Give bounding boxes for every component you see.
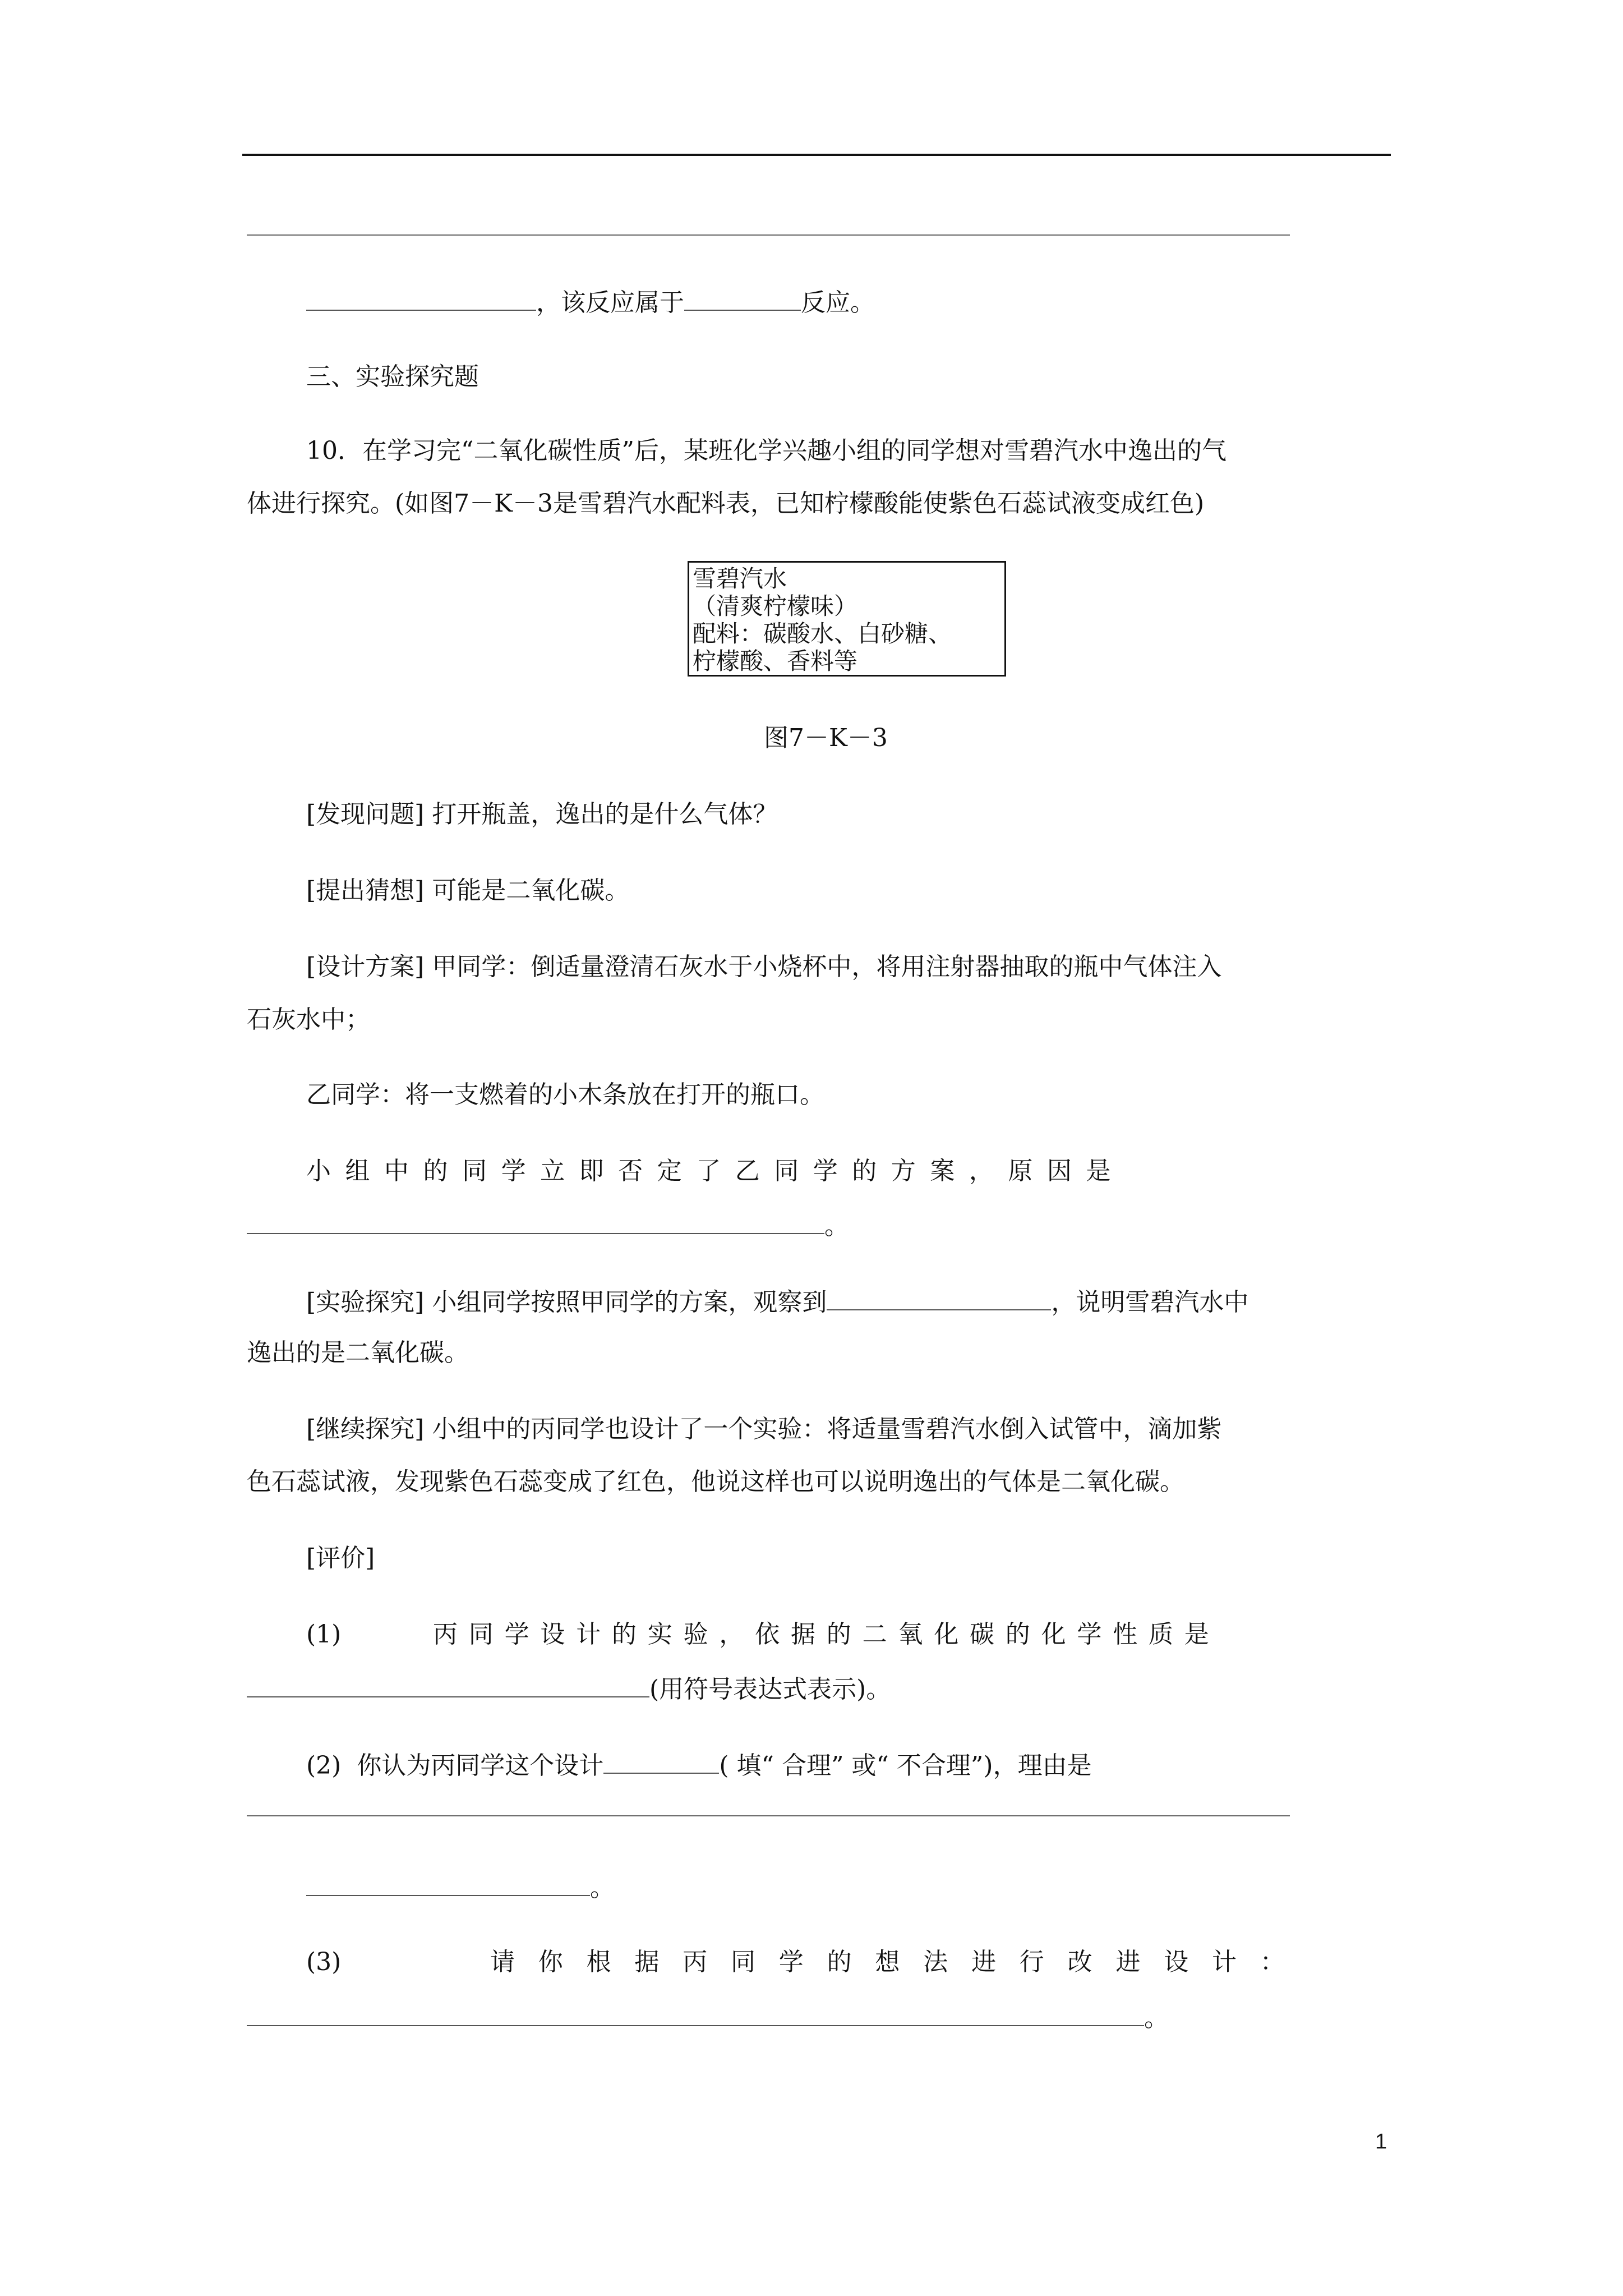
- answer-blank[interactable]: [247, 1672, 649, 1697]
- answer-blank[interactable]: [827, 1285, 1051, 1310]
- hypothesis: [提出猜想] 可能是二氧化碳。: [306, 876, 630, 905]
- reject-answer: 。: [247, 1208, 849, 1242]
- explore-line2: 逸出的是二氧化碳。: [247, 1338, 469, 1367]
- answer-blank[interactable]: [306, 285, 536, 311]
- sub-question-1-answer: (用符号表达式表示)。: [247, 1672, 891, 1705]
- sub-question-1: (1) 丙同学设计的实验，依据的二氧化碳的化学性质是: [306, 1620, 1220, 1649]
- reject-line: 小组中的同学立即否定了乙同学的方案，原因是: [306, 1157, 1125, 1185]
- discover-problem: [发现问题] 打开瓶盖，逸出的是什么气体？: [306, 800, 778, 829]
- answer-blank[interactable]: [603, 1748, 719, 1774]
- answer-blank[interactable]: [247, 1208, 824, 1234]
- continue-line2: 色石蕊试液，发现紫色石蕊变成了红色，他说这样也可以说明逸出的气体是二氧化碳。: [247, 1467, 1184, 1496]
- answer-blank[interactable]: [306, 1870, 590, 1896]
- design-b: 乙同学：将一支燃着的小木条放在打开的瓶口。: [306, 1080, 824, 1109]
- sub-question-2-end: 。: [306, 1870, 615, 1904]
- q9-tail: ，该反应属于 反应。: [306, 285, 875, 319]
- q10-intro-line2: 体进行探究。(如图7－K－3是雪碧汽水配料表，已知柠檬酸能使紫色石蕊试液变成红色): [247, 489, 1205, 518]
- sub-question-3: (3) 请你根据丙同学的想法进行改进设计：: [306, 1948, 1308, 1976]
- figure-line: 柠檬酸、香料等: [693, 647, 858, 675]
- answer-line[interactable]: [247, 1815, 1290, 1816]
- q10-intro-line1: 10．在学习完“二氧化碳性质”后，某班化学兴趣小组的同学想对雪碧汽水中逸出的气: [306, 436, 1227, 465]
- design-line1: [设计方案] 甲同学：倒适量澄清石灰水于小烧杯中，将用注射器抽取的瓶中气体注入: [306, 953, 1222, 981]
- answer-blank[interactable]: [684, 285, 801, 311]
- figure-line: （清爽柠檬味）: [693, 592, 858, 620]
- evaluate-heading: [评价]: [306, 1544, 375, 1572]
- sub-question-2: (2) 你认为丙同学这个设计 ( 填“ 合理” 或“ 不合理”)，理由是: [306, 1748, 1092, 1782]
- explore-line1: [实验探究] 小组同学按照甲同学的方案，观察到 ，说明雪碧汽水中: [306, 1285, 1248, 1318]
- header-rule: [242, 154, 1391, 156]
- figure-line: 雪碧汽水: [693, 565, 787, 592]
- answer-line: [247, 234, 1290, 236]
- page-number: 1: [1375, 2130, 1387, 2154]
- design-line2: 石灰水中；: [247, 1005, 370, 1034]
- answer-blank[interactable]: [247, 2000, 1144, 2026]
- figure-line: 配料：碳酸水、白砂糖、: [693, 620, 952, 647]
- continue-line1: [继续探究] 小组中的丙同学也设计了一个实验：将适量雪碧汽水倒入试管中，滴加紫: [306, 1415, 1222, 1443]
- figure-caption: 图7－K－3: [764, 724, 888, 752]
- ingredient-table-figure: [688, 561, 1006, 677]
- section-title: 三、实验探究题: [306, 362, 479, 391]
- sub-question-3-answer: 。: [247, 2000, 1169, 2034]
